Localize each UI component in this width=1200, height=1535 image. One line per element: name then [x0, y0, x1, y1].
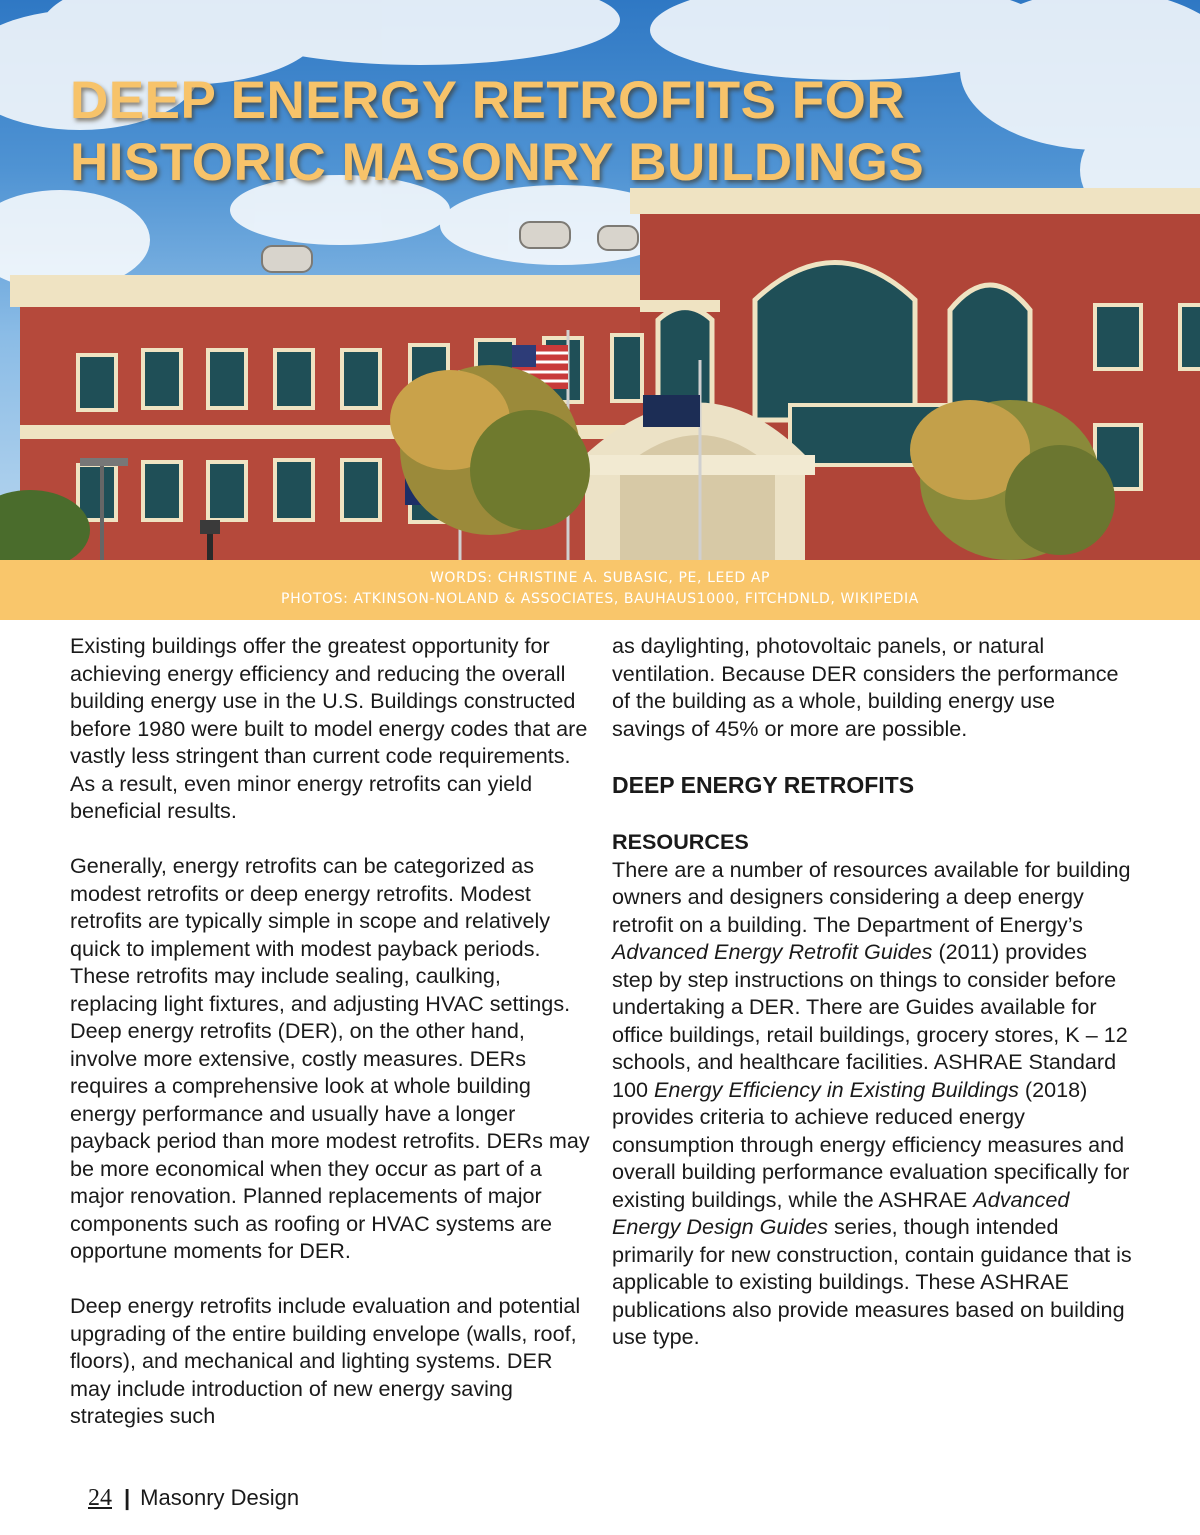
paragraph: Deep energy retrofits include evaluation and potential upgrading of the entire building envelope (walls, roof, floors), and mechanical and lighting systems. DER may include introduction of new energy saving strategies such	[70, 1293, 581, 1428]
article-title	[70, 70, 1150, 194]
page-number: 24	[88, 1485, 112, 1511]
credits-photos: PHOTOS: ATKINSON-NOLAND & ASSOCIATES, BAUHAUS1000, FITCHDNLD, WIKIPEDIA	[281, 591, 919, 607]
hero-photo	[0, 0, 1200, 560]
title-line-2: HISTORIC MASONRY BUILDINGS	[70, 133, 925, 192]
publication-name: Masonry Design	[140, 1485, 300, 1510]
paragraph: Generally, energy retrofits can be categorized as modest retrofits or deep energy retrofits. Modest retrofits are typically simple in scope and relatively quick to implement with modest payback periods. These retrofits may include sealing, caulking, replacing light fixtures, and adjusting HVAC settings. Deep energy retrofits (DER), on the other hand, involve more extensive, costly measures. DERs requires a comprehensive look at whole building energy performance and usually have a longer payback period than more modest retrofits. DERs may be more economical when they occur as part of a major renovation. Planned replacements of major components such as roofing or HVAC systems are opportune moments for DER.	[70, 853, 590, 1263]
right-column	[612, 632, 1132, 1351]
text-run: (2018) provides criteria to achieve reduced energy consumption through energy efficiency measures and overall building performance evaluation specifically for existing buildings, while the ASHRAE	[612, 1076, 1130, 1212]
credits-words: WORDS: CHRISTINE A. SUBASIC, PE, LEED AP	[429, 570, 771, 586]
publication-title: Advanced Energy Design Guides	[612, 1186, 1070, 1239]
subsection-heading: RESOURCES	[612, 829, 749, 854]
credits-band	[0, 560, 1200, 620]
publication-title: Advanced Energy Retrofit Guides	[612, 939, 933, 964]
left-column	[70, 632, 590, 1430]
publication-title: Energy Efficiency in Existing Buildings	[654, 1076, 1019, 1102]
text-run: There are a number of resources available for building owners and designers considering a deep energy retrofit on a building. The Department of Energy’s	[612, 856, 1131, 937]
section-heading: DEEP ENERGY RETROFITS	[612, 772, 915, 798]
text-run: (2011) provides step by step instructions on things to consider before undertaking a DER. There are Guides available for office buildings, retail buildings, grocery stores, K – 12 schools, and healthcare facilities. ASHRAE Standard 100	[612, 939, 1128, 1102]
footer-separator: |	[124, 1485, 131, 1510]
page-footer	[88, 1484, 299, 1512]
paragraph: as daylighting, photovoltaic panels, or natural ventilation. Because DER considers the performance of the building as a whole, building energy use savings of 45% or more are possible.	[612, 633, 1119, 741]
title-line-1: DEEP ENERGY RETROFITS FOR	[70, 71, 906, 130]
paragraph: Existing buildings offer the greatest opportunity for achieving energy efficiency and reducing the overall building energy use in the U.S. Buildings constructed before 1980 were built to model energy codes that are vastly less stringent than current code requirements. As a result, even minor energy retrofits can yield beneficial results.	[70, 633, 588, 823]
text-run: series, though intended primarily for new construction, contain guidance that is applicable to existing buildings. These ASHRAE publications also provide measures based on building use type.	[612, 1214, 1132, 1349]
paragraph	[612, 856, 1132, 1351]
